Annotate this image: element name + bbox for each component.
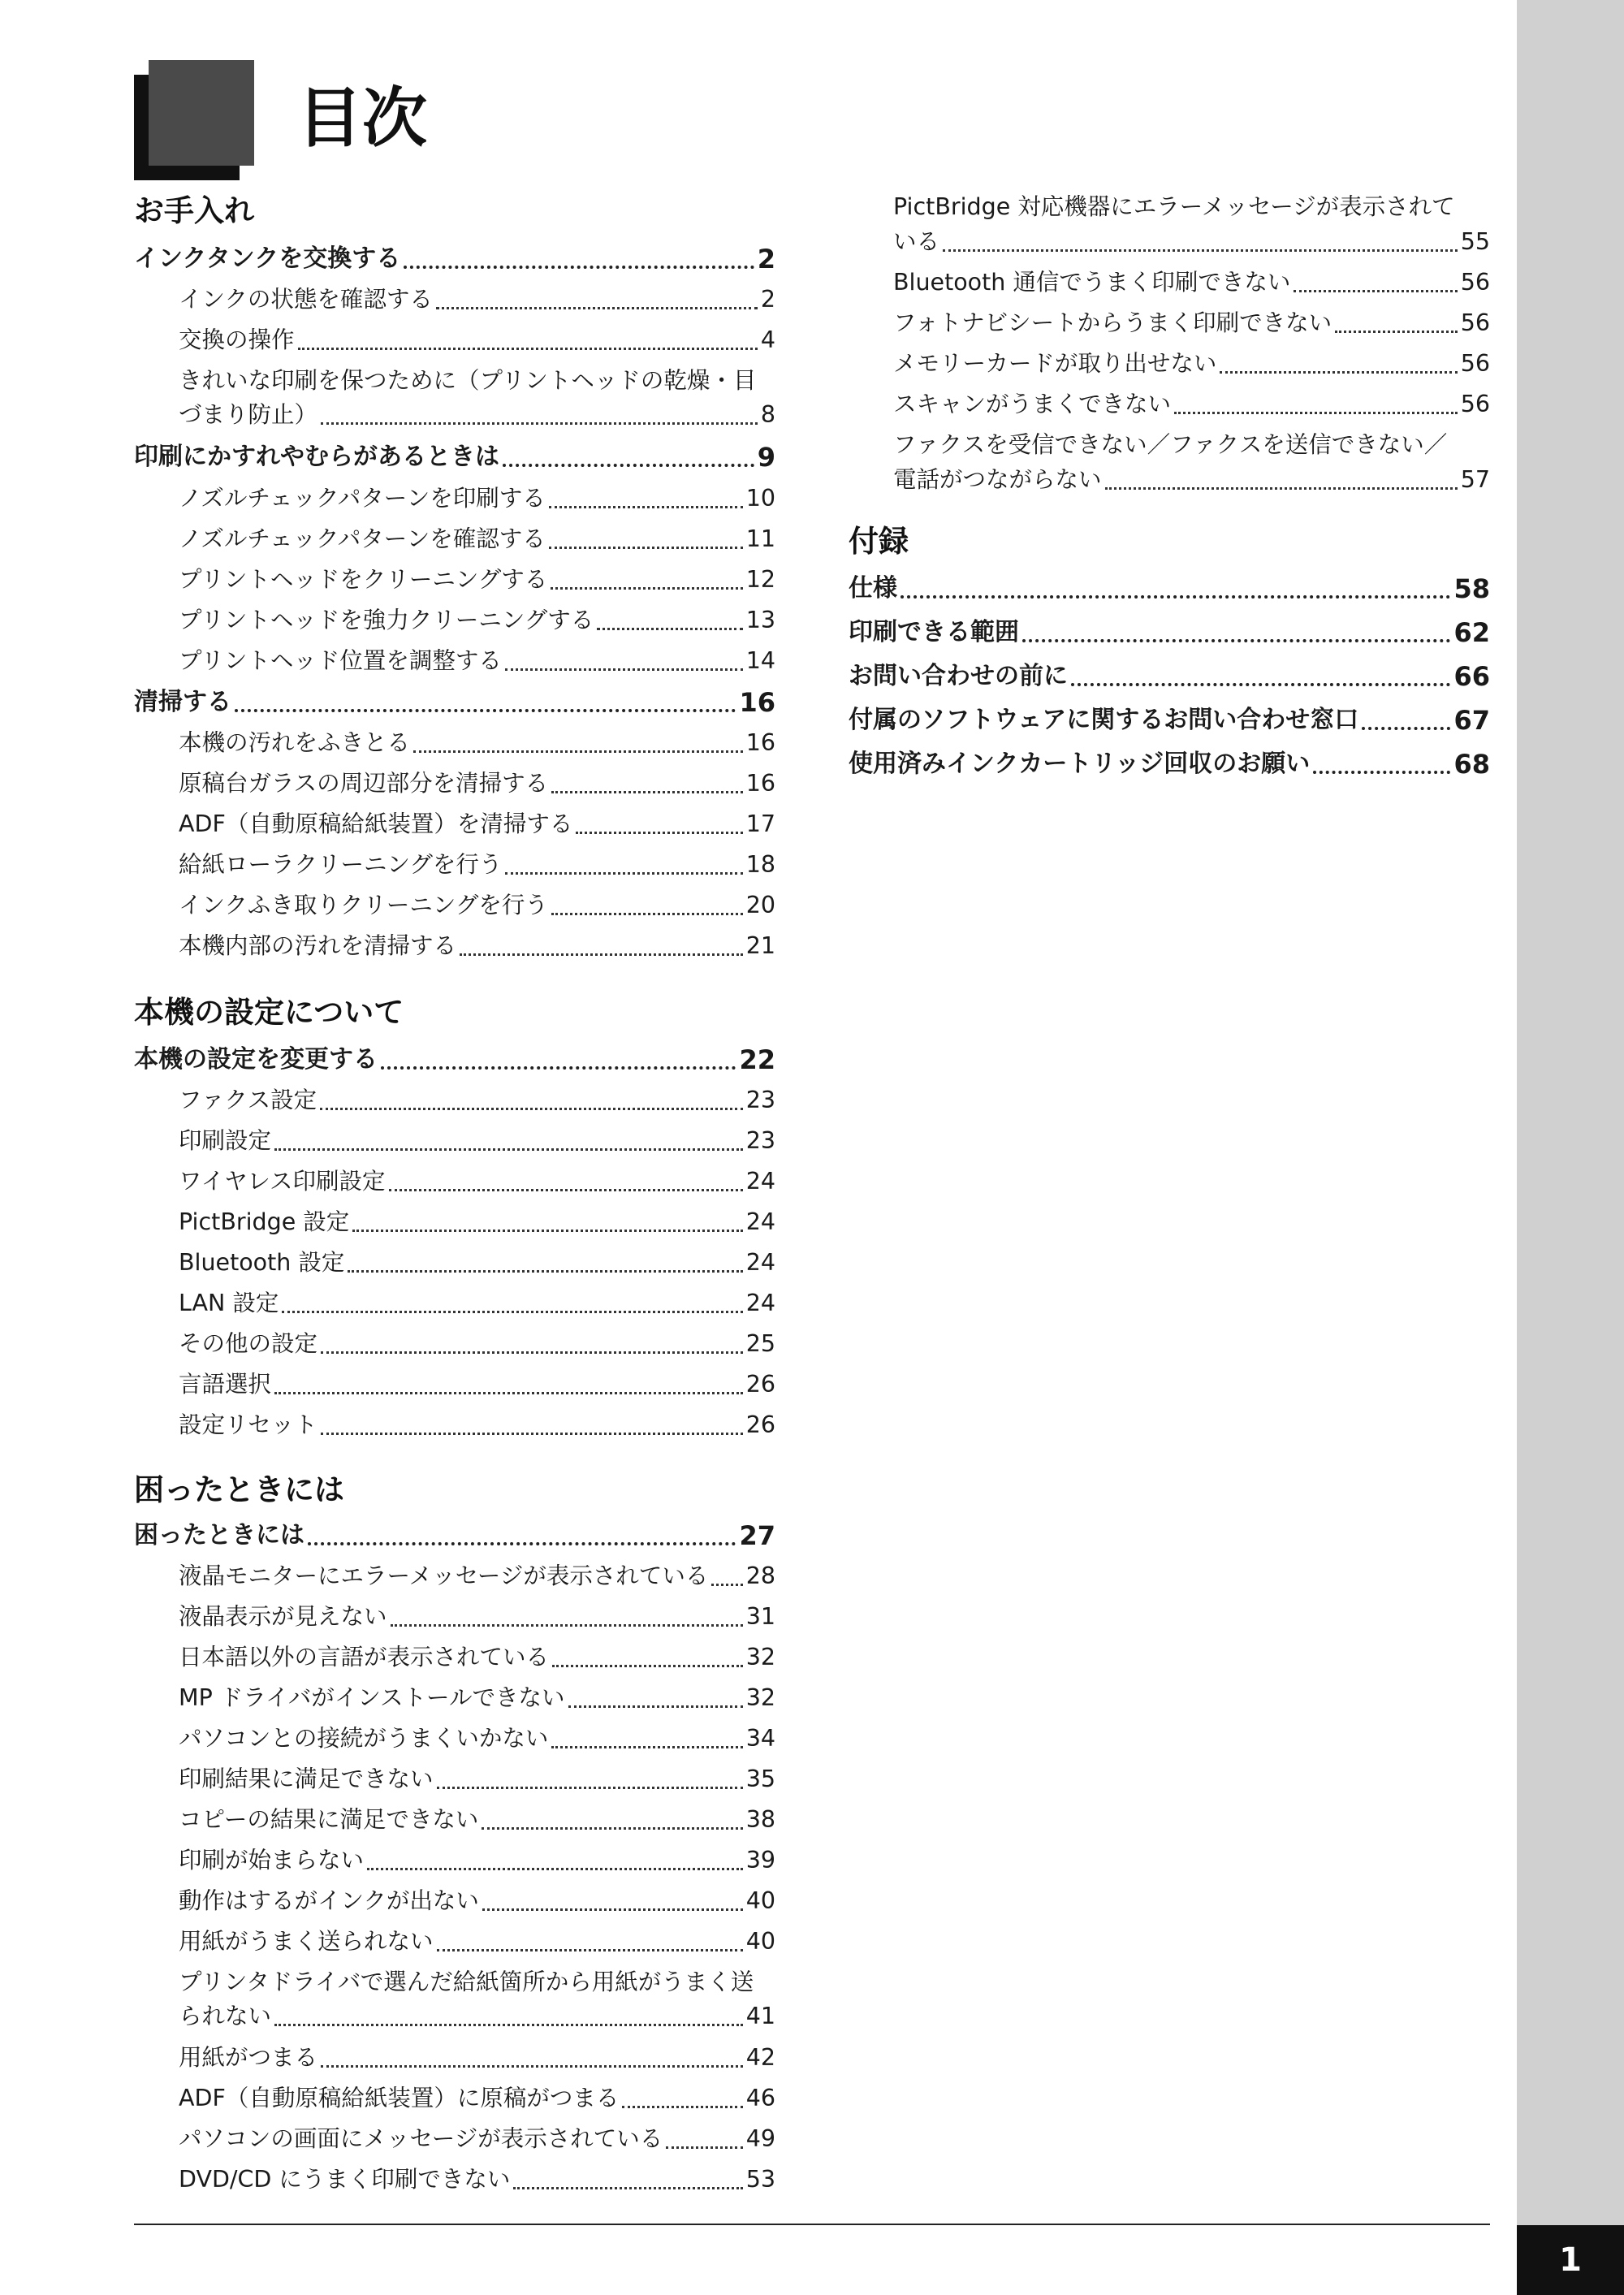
toc-entry[interactable]: スキャンがうまくできない 56 — [893, 391, 1490, 417]
toc-entry[interactable]: フォトナビシートからうまく印刷できない 56 — [893, 309, 1490, 336]
toc-entry[interactable]: 印刷結果に満足できない 35 — [179, 1766, 775, 1792]
toc-entry[interactable]: 使用済みインクカートリッジ回収のお願い 68 — [849, 749, 1490, 780]
toc-entry[interactable]: 用紙がつまる 42 — [179, 2044, 775, 2071]
toc-entry[interactable]: ADF（自動原稿給紙装置）に原稿がつまる 46 — [179, 2085, 775, 2111]
title-mark-icon — [134, 60, 256, 182]
toc-entry[interactable]: 仕様 58 — [849, 573, 1490, 604]
toc-entry[interactable]: 付属のソフトウェアに関するお問い合わせ窓口 67 — [849, 705, 1490, 736]
toc-entry[interactable]: 印刷できる範囲 62 — [849, 617, 1490, 648]
toc-entry-line1[interactable]: ファクスを受信できない／ファクスを送信できない／ — [893, 431, 1448, 458]
toc-entry-line1[interactable]: プリンタドライバで選んだ給紙箇所から用紙がうまく送 — [179, 1969, 754, 1995]
toc-entry[interactable]: DVD/CD にうまく印刷できない 53 — [179, 2166, 775, 2193]
toc-entry-line1[interactable]: きれいな印刷を保つために（プリントヘッドの乾燥・目 — [179, 367, 757, 394]
toc-entry[interactable]: づまり防止） 8 — [179, 401, 775, 428]
toc-entry[interactable]: 困ったときには 27 — [134, 1520, 775, 1551]
toc-entry[interactable]: MP ドライバがインストールできない 32 — [179, 1684, 775, 1711]
toc-entry[interactable]: Bluetooth 通信でうまく印刷できない 56 — [893, 269, 1490, 296]
toc-entry[interactable]: 印刷が始まらない 39 — [179, 1847, 775, 1874]
toc-entry[interactable]: 本機の汚れをふきとる 16 — [179, 729, 775, 756]
toc-entry[interactable]: 言語選択 26 — [179, 1371, 775, 1398]
toc-entry[interactable]: プリントヘッド位置を調整する 14 — [179, 647, 775, 674]
toc-entry[interactable]: ノズルチェックパターンを確認する 11 — [179, 525, 775, 552]
toc-entry[interactable]: ADF（自動原稿給紙装置）を清掃する 17 — [179, 810, 775, 837]
toc-entry[interactable]: 電話がつながらない 57 — [893, 466, 1490, 493]
toc-entry[interactable]: 設定リセット 26 — [179, 1411, 775, 1438]
page-number: 1 — [1517, 2225, 1624, 2295]
toc-entry[interactable]: プリントヘッドを強力クリーニングする 13 — [179, 607, 775, 633]
toc-entry[interactable]: 清掃する 16 — [134, 687, 775, 718]
toc-entry[interactable]: ワイヤレス印刷設定 24 — [179, 1168, 775, 1195]
side-tab-band — [1517, 0, 1624, 2295]
section-heading-troubleshooting: 困ったときには — [134, 1472, 344, 1507]
section-heading-maintenance: お手入れ — [134, 193, 254, 228]
toc-entry[interactable]: お問い合わせの前に 66 — [849, 661, 1490, 692]
toc-entry[interactable]: 液晶モニターにエラーメッセージが表示されている 28 — [179, 1562, 775, 1589]
toc-entry[interactable]: 動作はするがインクが出ない 40 — [179, 1887, 775, 1914]
section-heading-settings: 本機の設定について — [134, 995, 404, 1030]
toc-entry[interactable]: 給紙ローラクリーニングを行う 18 — [179, 851, 775, 878]
toc-entry[interactable]: インクふき取りクリーニングを行う 20 — [179, 892, 775, 918]
toc-entry[interactable]: 印刷にかすれやむらがあるときは 9 — [134, 442, 775, 473]
toc-entry[interactable]: 原稿台ガラスの周辺部分を清掃する 16 — [179, 770, 775, 797]
toc-entry[interactable]: られない 41 — [179, 2003, 775, 2029]
toc-entry[interactable]: コピーの結果に満足できない 38 — [179, 1806, 775, 1833]
toc-entry[interactable]: PictBridge 設定 24 — [179, 1208, 775, 1235]
section-heading-appendix: 付録 — [849, 524, 909, 559]
toc-entry[interactable]: パソコンとの接続がうまくいかない 34 — [179, 1725, 775, 1752]
toc-entry[interactable]: パソコンの画面にメッセージが表示されている 49 — [179, 2125, 775, 2152]
footer-rule — [134, 2224, 1490, 2225]
toc-entry[interactable]: 印刷設定 23 — [179, 1127, 775, 1154]
toc-entry[interactable]: ファクス設定 23 — [179, 1087, 775, 1113]
toc-entry[interactable]: 液晶表示が見えない 31 — [179, 1603, 775, 1630]
toc-entry[interactable]: Bluetooth 設定 24 — [179, 1249, 775, 1276]
toc-entry[interactable]: インクの状態を確認する 2 — [179, 286, 775, 313]
toc-entry[interactable]: 本機内部の汚れを清掃する 21 — [179, 932, 775, 959]
toc-entry[interactable]: 本機の設定を変更する 22 — [134, 1044, 775, 1075]
toc-entry-line1[interactable]: PictBridge 対応機器にエラーメッセージが表示されて — [893, 193, 1455, 220]
toc-entry[interactable]: 用紙がうまく送られない 40 — [179, 1928, 775, 1955]
toc-entry[interactable]: ノズルチェックパターンを印刷する 10 — [179, 485, 775, 512]
toc-entry[interactable]: いる 55 — [893, 228, 1490, 255]
toc-entry[interactable]: 交換の操作 4 — [179, 326, 775, 353]
toc-entry[interactable]: LAN 設定 24 — [179, 1290, 775, 1316]
toc-entry[interactable]: プリントヘッドをクリーニングする 12 — [179, 566, 775, 593]
page-title: 目次 — [297, 80, 427, 156]
toc-entry[interactable]: インクタンクを交換する 2 — [134, 244, 775, 274]
toc-entry[interactable]: メモリーカードが取り出せない 56 — [893, 350, 1490, 377]
toc-entry[interactable]: 日本語以外の言語が表示されている 32 — [179, 1644, 775, 1670]
toc-entry[interactable]: その他の設定 25 — [179, 1330, 775, 1357]
